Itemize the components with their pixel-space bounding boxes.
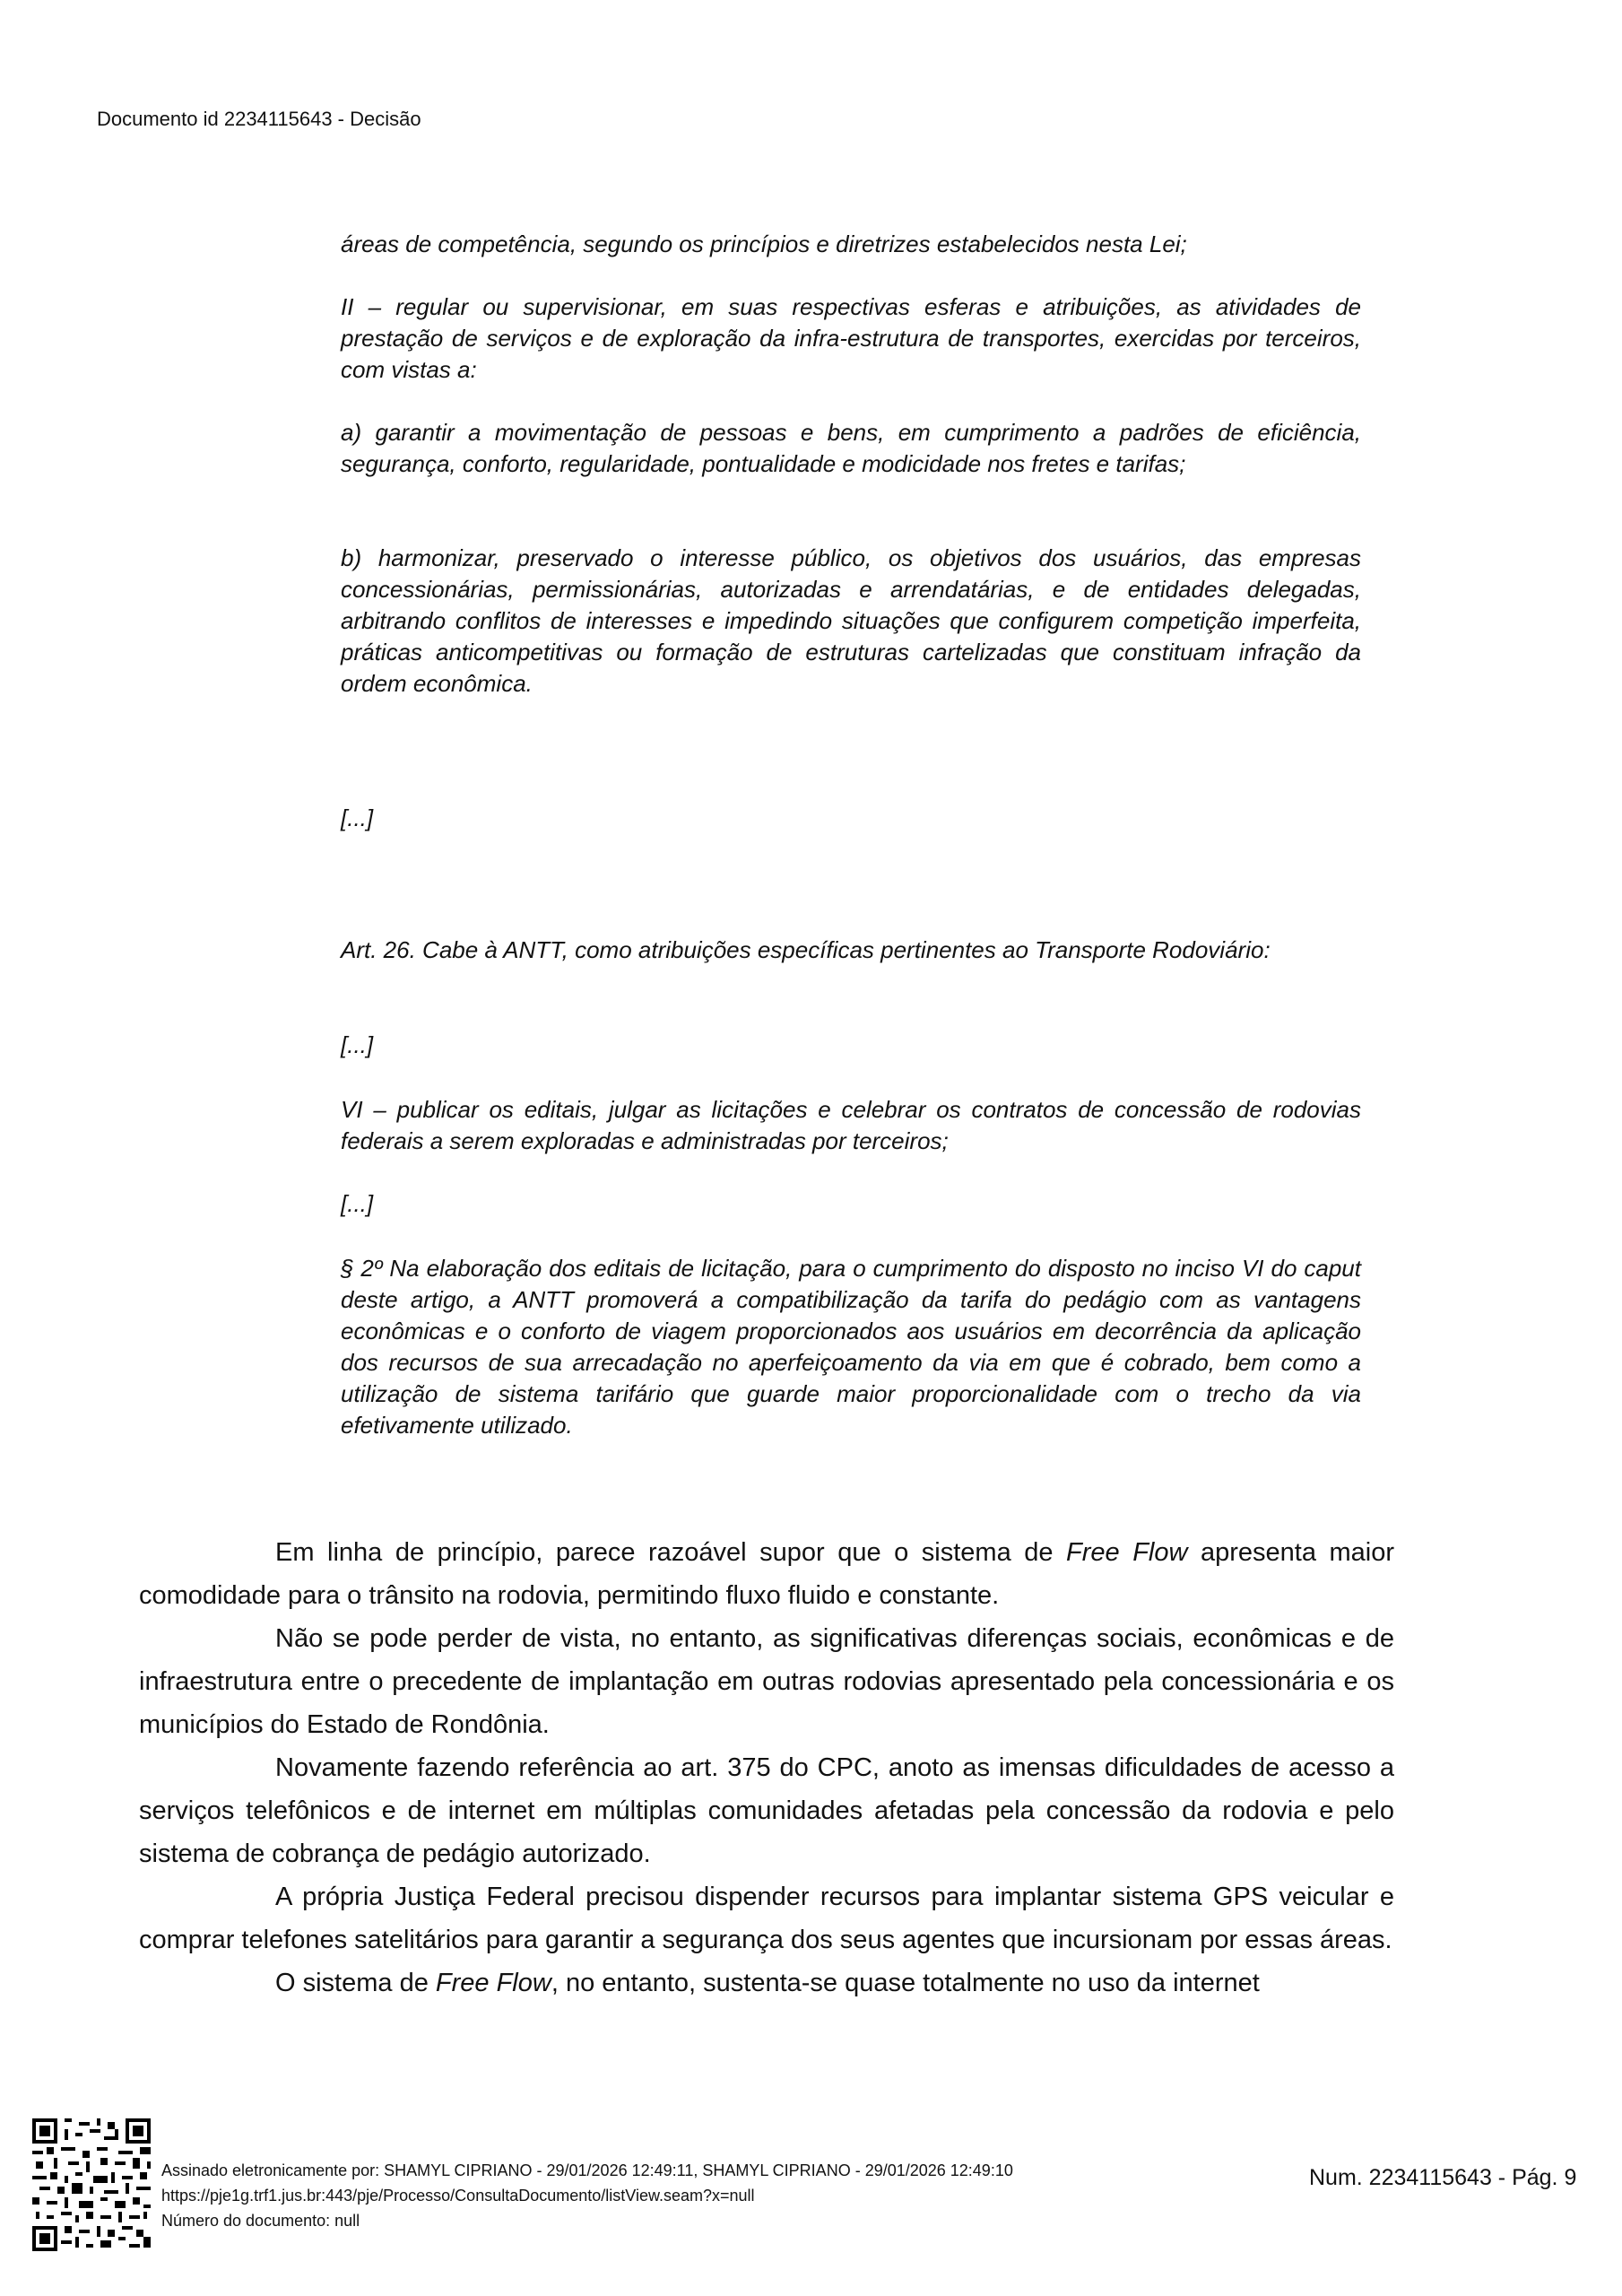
quote-text: b) harmonizar, preservado o interesse público, os objetivos dos usuários, das empresas concessionárias, permissionárias, autorizadas e arrendatárias, e de entidades delegadas, arbitrando conflitos de interesses e impedindo situações que configurem competição imperfeita, práticas anticompetitivas ou formação de estruturas cartelizadas que constituam infração da ordem econômica. (341, 544, 1361, 697)
document-number: Número do documento: null (161, 2212, 360, 2230)
quote-text: Art. 26. Cabe à ANTT, como atribuições específicas pertinentes ao Transporte Rodoviário: (341, 936, 1271, 963)
quote-ellipsis (341, 1188, 1361, 1220)
emphasis-term: Free Flow (435, 1969, 551, 1997)
quote-text: a) garantir a movimentação de pessoas e bens, em cumprimento a padrões de eficiência, segurança, conforto, regularidade, pontualidade e modicidade nos fretes e tarifas; (341, 419, 1361, 477)
quote-text: II – regular ou supervisionar, em suas respectivas esferas e atribuições, as atividades de prestação de serviços e de exploração da infra-estrutura de transportes, exercidas por terceiros, com vistas a: (341, 293, 1361, 383)
body-paragraph: O sistema de Free Flow, no entanto, sustenta-se quase totalmente no uso da internet (275, 1969, 1260, 1997)
quote-ellipsis (341, 1030, 1361, 1061)
quote-paragraph (341, 417, 1361, 480)
quote-paragraph (341, 543, 1361, 700)
quote-text: áreas de competência, segundo os princípios e diretrizes estabelecidos nesta Lei; (341, 230, 1187, 257)
qr-code-icon (32, 2118, 151, 2251)
quote-text: [...] (341, 1190, 374, 1217)
document-header: Documento id 2234115643 - Decisão (97, 108, 421, 130)
quote-paragraph (341, 1094, 1361, 1157)
quote-text: [...] (341, 804, 374, 831)
page-reference: Num. 2234115643 - Pág. 9 (1309, 2165, 1577, 2190)
body-paragraph: A própria Justiça Federal precisou dispender recursos para implantar sistema GPS veicular e comprar telefones satelitários para garantir a segurança dos seus agentes que incursionam por essas áreas. (139, 1883, 1394, 1954)
quote-paragraph (341, 291, 1361, 386)
quote-ellipsis (341, 803, 1361, 834)
body-paragraph: Em linha de princípio, parece razoável supor que o sistema de Free Flow apresenta maior comodidade para o trânsito na rodovia, permitindo fluxo fluido e constante. (139, 1538, 1394, 1610)
quote-paragraph (341, 1253, 1361, 1441)
decision-body (139, 1531, 1394, 2005)
body-paragraph: Novamente fazendo referência ao art. 375 do CPC, anoto as imensas dificuldades de acesso a serviços telefônicos e de internet em múltiplas comunidades afetadas pela concessão da rodovia e pelo sistema de cobrança de pedágio autorizado. (139, 1753, 1394, 1868)
emphasis-term: Free Flow (1066, 1538, 1188, 1567)
quote-text: [...] (341, 1031, 374, 1058)
quote-text: VI – publicar os editais, julgar as licitações e celebrar os contratos de concessão de rodovias federais a serem exploradas e administradas por terceiros; (341, 1096, 1361, 1154)
document-url[interactable]: https://pje1g.trf1.jus.br:443/pje/Processo/ConsultaDocumento/listView.seam?x=null (161, 2187, 755, 2205)
quote-paragraph (341, 935, 1361, 966)
body-paragraph: Não se pode perder de vista, no entanto, as significativas diferenças sociais, econômicas e de infraestrutura entre o precedente de implantação em outras rodovias apresentado pela concessionária e os municípios do Estado de Rondônia. (139, 1624, 1394, 1739)
signature-block (161, 2158, 1013, 2233)
signature-line: Assinado eletronicamente por: SHAMYL CIPRIANO - 29/01/2026 12:49:11, SHAMYL CIPRIANO - 29/01/2026 12:49:10 (161, 2161, 1013, 2179)
quote-paragraph (341, 229, 1361, 260)
quote-text: § 2º Na elaboração dos editais de licitação, para o cumprimento do disposto no inciso VI do caput deste artigo, a ANTT promoverá a compatibilização da tarifa do pedágio com as vantagens econômicas e o conforto de viagem proporcionados aos usuários em decorrência da aplicação dos recursos de sua arrecadação no aperfeiçoamento da via em que é cobrado, bem como a utilização de sistema tarifário que guarde maior proporcionalidade com o trecho da via efetivamente utilizado. (341, 1255, 1361, 1439)
